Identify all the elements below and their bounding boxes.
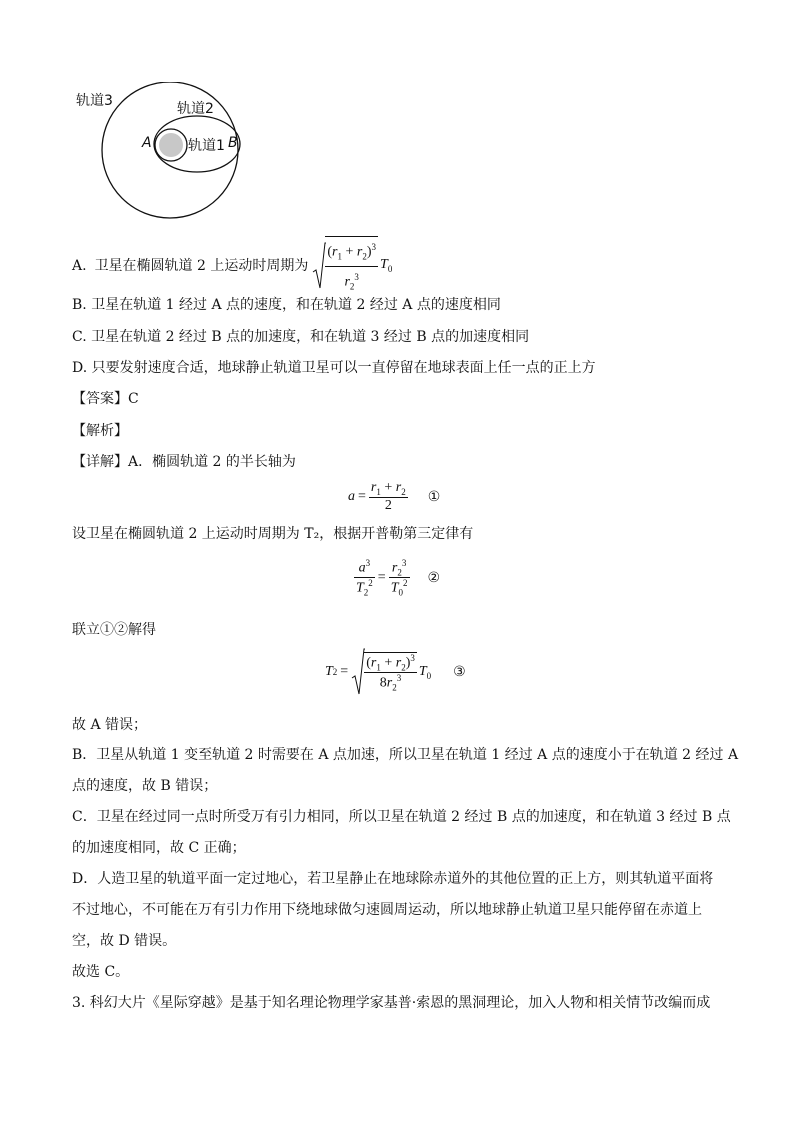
detail-line-4: 故 A 错误； xyxy=(72,717,148,733)
analysis-label: 【解析】 xyxy=(72,423,128,439)
detail-line-1: 【详解】A．椭圆轨道 2 的半长轴为 xyxy=(72,454,296,470)
option-a-formula: $\frac{(r_1 + r_2)^3}{r_2^3}$ $T_0$ xyxy=(312,236,392,297)
detail-b-line-2: 点的速度，故 B 错误； xyxy=(72,778,218,794)
detail-c-line-1: C．卫星在经过同一点时所受万有引力相同，所以卫星在轨道 2 经过 B 点的加速度，和在轨道 3 经过 B 点 xyxy=(72,809,731,825)
option-a-text: 卫星在椭圆轨道 2 上运动时周期为 xyxy=(94,258,309,275)
detail-d-line-2: 不过地心，不可能在万有引力作用下绕地球做匀速圆周运动，所以地球静止轨道卫星只能停留在赤道上 xyxy=(72,902,702,918)
option-b: B. 卫星在轨道 1 经过 A 点的速度，和在轨道 2 经过 A 点的速度相同 xyxy=(72,297,501,313)
orbit-1-label: 轨道1 xyxy=(188,138,225,154)
detail-conclusion: 故选 C。 xyxy=(72,964,130,980)
detail-b-line-1: B．卫星从轨道 1 变至轨道 2 时需要在 A 点加速，所以卫星在轨道 1 经过 A 点的速度小于在轨道 2 经过 A xyxy=(72,747,739,763)
detail-d-line-1: D．人造卫星的轨道平面一定过地心，若卫星静止在地球除赤道外的其他位置的正上方，则其轨道平面将 xyxy=(72,871,714,887)
option-c: C. 卫星在轨道 2 经过 B 点的加速度，和在轨道 3 经过 B 点的加速度相同 xyxy=(72,329,530,345)
orbit-2-label: 轨道2 xyxy=(177,101,214,117)
answer-line xyxy=(72,389,139,409)
earth-icon xyxy=(159,133,183,157)
equation-3-mark: ③ xyxy=(453,664,466,680)
option-a xyxy=(72,236,392,297)
sqrt-icon xyxy=(351,648,365,696)
next-question: 3. 科幻大片《星际穿越》是基于知名理论物理学家基普·索恩的黑洞理论，加入人物和相关情节改编而成 xyxy=(72,995,711,1011)
equation-2-mark: ② xyxy=(427,569,441,586)
option-a-prefix: A. xyxy=(72,258,87,275)
sqrt-icon xyxy=(312,242,326,290)
equation-1-mark: ① xyxy=(427,488,441,505)
point-a-label: A xyxy=(142,135,152,151)
equation-2: $\frac{a^3}{T_2^2}$ = $\frac{r_2^3}{T_0^2}$ ② xyxy=(356,558,441,598)
point-b-label: B xyxy=(228,135,238,151)
orbit-3-label: 轨道3 xyxy=(76,93,113,109)
equation-3: T 2 = $\frac{(r_1 + r_2)^3}{8r_2^3}$ $T_0$ ③ xyxy=(325,648,466,696)
equation-1: a = $\frac{r_1 + r_2}{2}$ ① xyxy=(348,480,441,513)
detail-d-line-3: 空，故 D 错误。 xyxy=(72,933,177,949)
detail-line-2: 设卫星在椭圆轨道 2 上运动时周期为 T₂，根据开普勒第三定律有 xyxy=(72,526,474,542)
option-d: D. 只要发射速度合适，地球静止轨道卫星可以一直停留在地球表面上任一点的正上方 xyxy=(72,360,596,376)
detail-c-line-2: 的加速度相同，故 C 正确； xyxy=(72,840,246,856)
answer-value: C xyxy=(128,391,139,407)
detail-line-3: 联立①②解得 xyxy=(72,622,156,638)
answer-label: 【答案】 xyxy=(72,391,128,407)
